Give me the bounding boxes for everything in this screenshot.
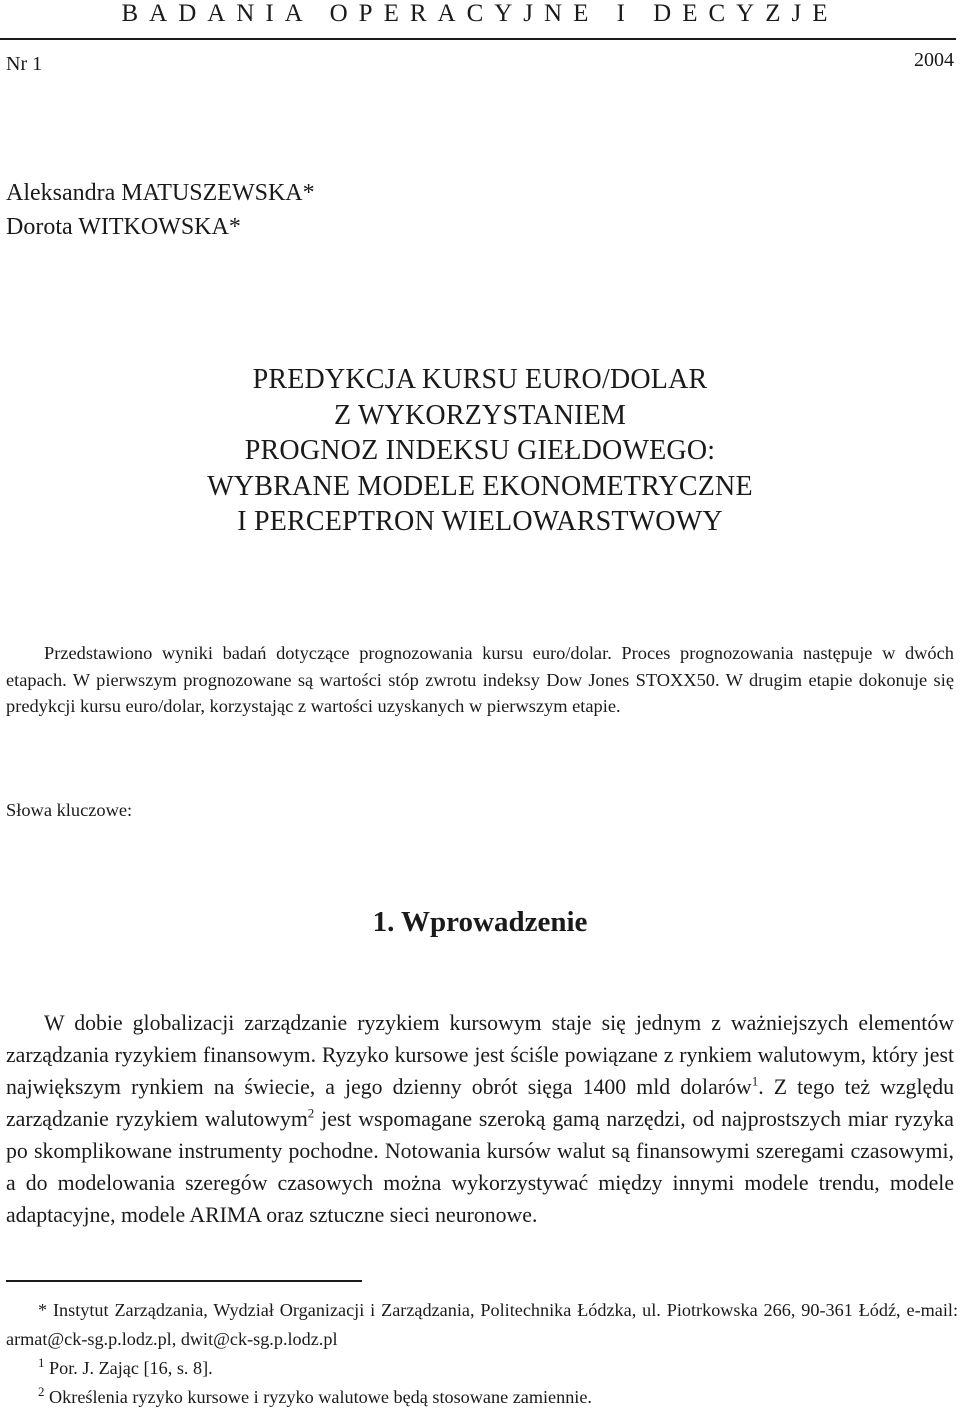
body-paragraph (6, 1007, 954, 1231)
footnote-1 (6, 1354, 958, 1383)
body-text-part: jest wspomagane szeroką gamą narzędzi, od najprostszych miar ryzyka po skomplikowane instrumenty pochodne. Notowania kursów walut są finansowymi szeregami czasowymi, a do modelowania szeregów czasowych można wykorzystywać między innymi modele trendu, modele adaptacyjne, modele ARIMA oraz sztuczne sieci neuronowe. (6, 1107, 954, 1227)
keywords-label: Słowa kluczowe: (6, 800, 133, 820)
journal-name: BADANIA OPERACYJNE I DECYZJE (121, 0, 839, 27)
issue-number: Nr 1 (6, 53, 43, 75)
section-heading: 1. Wprowadzenie (372, 906, 588, 938)
title-line: PREDYKCJA KURSU EURO/DOLAR (252, 364, 708, 395)
footnote-2 (6, 1383, 958, 1412)
header-rule (0, 38, 956, 40)
author-name: Dorota WITKOWSKA* (6, 214, 241, 240)
abstract: Przedstawiono wyniki badań dotyczące prognozowania kursu euro/dolar. Proces prognozowania następuje w dwóch etapach. W pierwszym prognozowane są wartości stóp zwrotu indeksy Dow Jones STOXX50. W drugim etapie dokonuje się predykcji kursu euro/dolar, korzystając z wartości uzyskanych w pierwszym etapie. (6, 643, 954, 717)
title-line: I PERCEPTRON WIELOWARSTWOWY (237, 506, 723, 537)
title-line: WYBRANE MODELE EKONOMETRYCZNE (207, 470, 753, 502)
footnote-ref: 1 (751, 1073, 759, 1089)
article-title (0, 362, 960, 540)
footnote-rule (6, 1280, 362, 1282)
footnote-affiliation: * Instytut Zarządzania, Wydział Organizacji i Zarządzania, Politechnika Łódzka, ul. Piotrkowska 266, 90-361 Łódź, e-mail: armat@ck-sg.p.lodz.pl, dwit@ck-sg.p.lodz.pl (6, 1300, 958, 1349)
footnote-mark: 1 (38, 1354, 45, 1370)
footnote-ref: 2 (307, 1105, 315, 1121)
title-line: PROGNOZ INDEKSU GIEŁDOWEGO: (244, 435, 716, 466)
author-name: Aleksandra MATUSZEWSKA* (6, 180, 315, 206)
footnote-mark: 2 (38, 1383, 45, 1399)
footnotes (6, 1296, 958, 1412)
body-text-part: W dobie globalizacji zarządzanie ryzykiem kursowym staje się jednym z ważniejszych elementów zarządzania ryzykiem finansowym. Ryzyko kursowe jest ściśle powiązane z rynkiem walutowym, który jest największym rynkiem na świecie, a jego dzienny obrót sięga 1400 mld dolarów (6, 1011, 954, 1099)
publication-year: 2004 (914, 49, 954, 71)
footnote-text: Określenia ryzyko kursowe i ryzyko walutowe będą stosowane zamiennie. (44, 1387, 592, 1407)
footnote-text: Por. J. Zając [16, s. 8]. (44, 1358, 213, 1378)
title-line: Z WYKORZYSTANIEM (333, 399, 627, 431)
body-text-part: . Z tego też względu zarządzanie ryzykiem walutowym (6, 1075, 954, 1131)
author-list (6, 176, 315, 244)
